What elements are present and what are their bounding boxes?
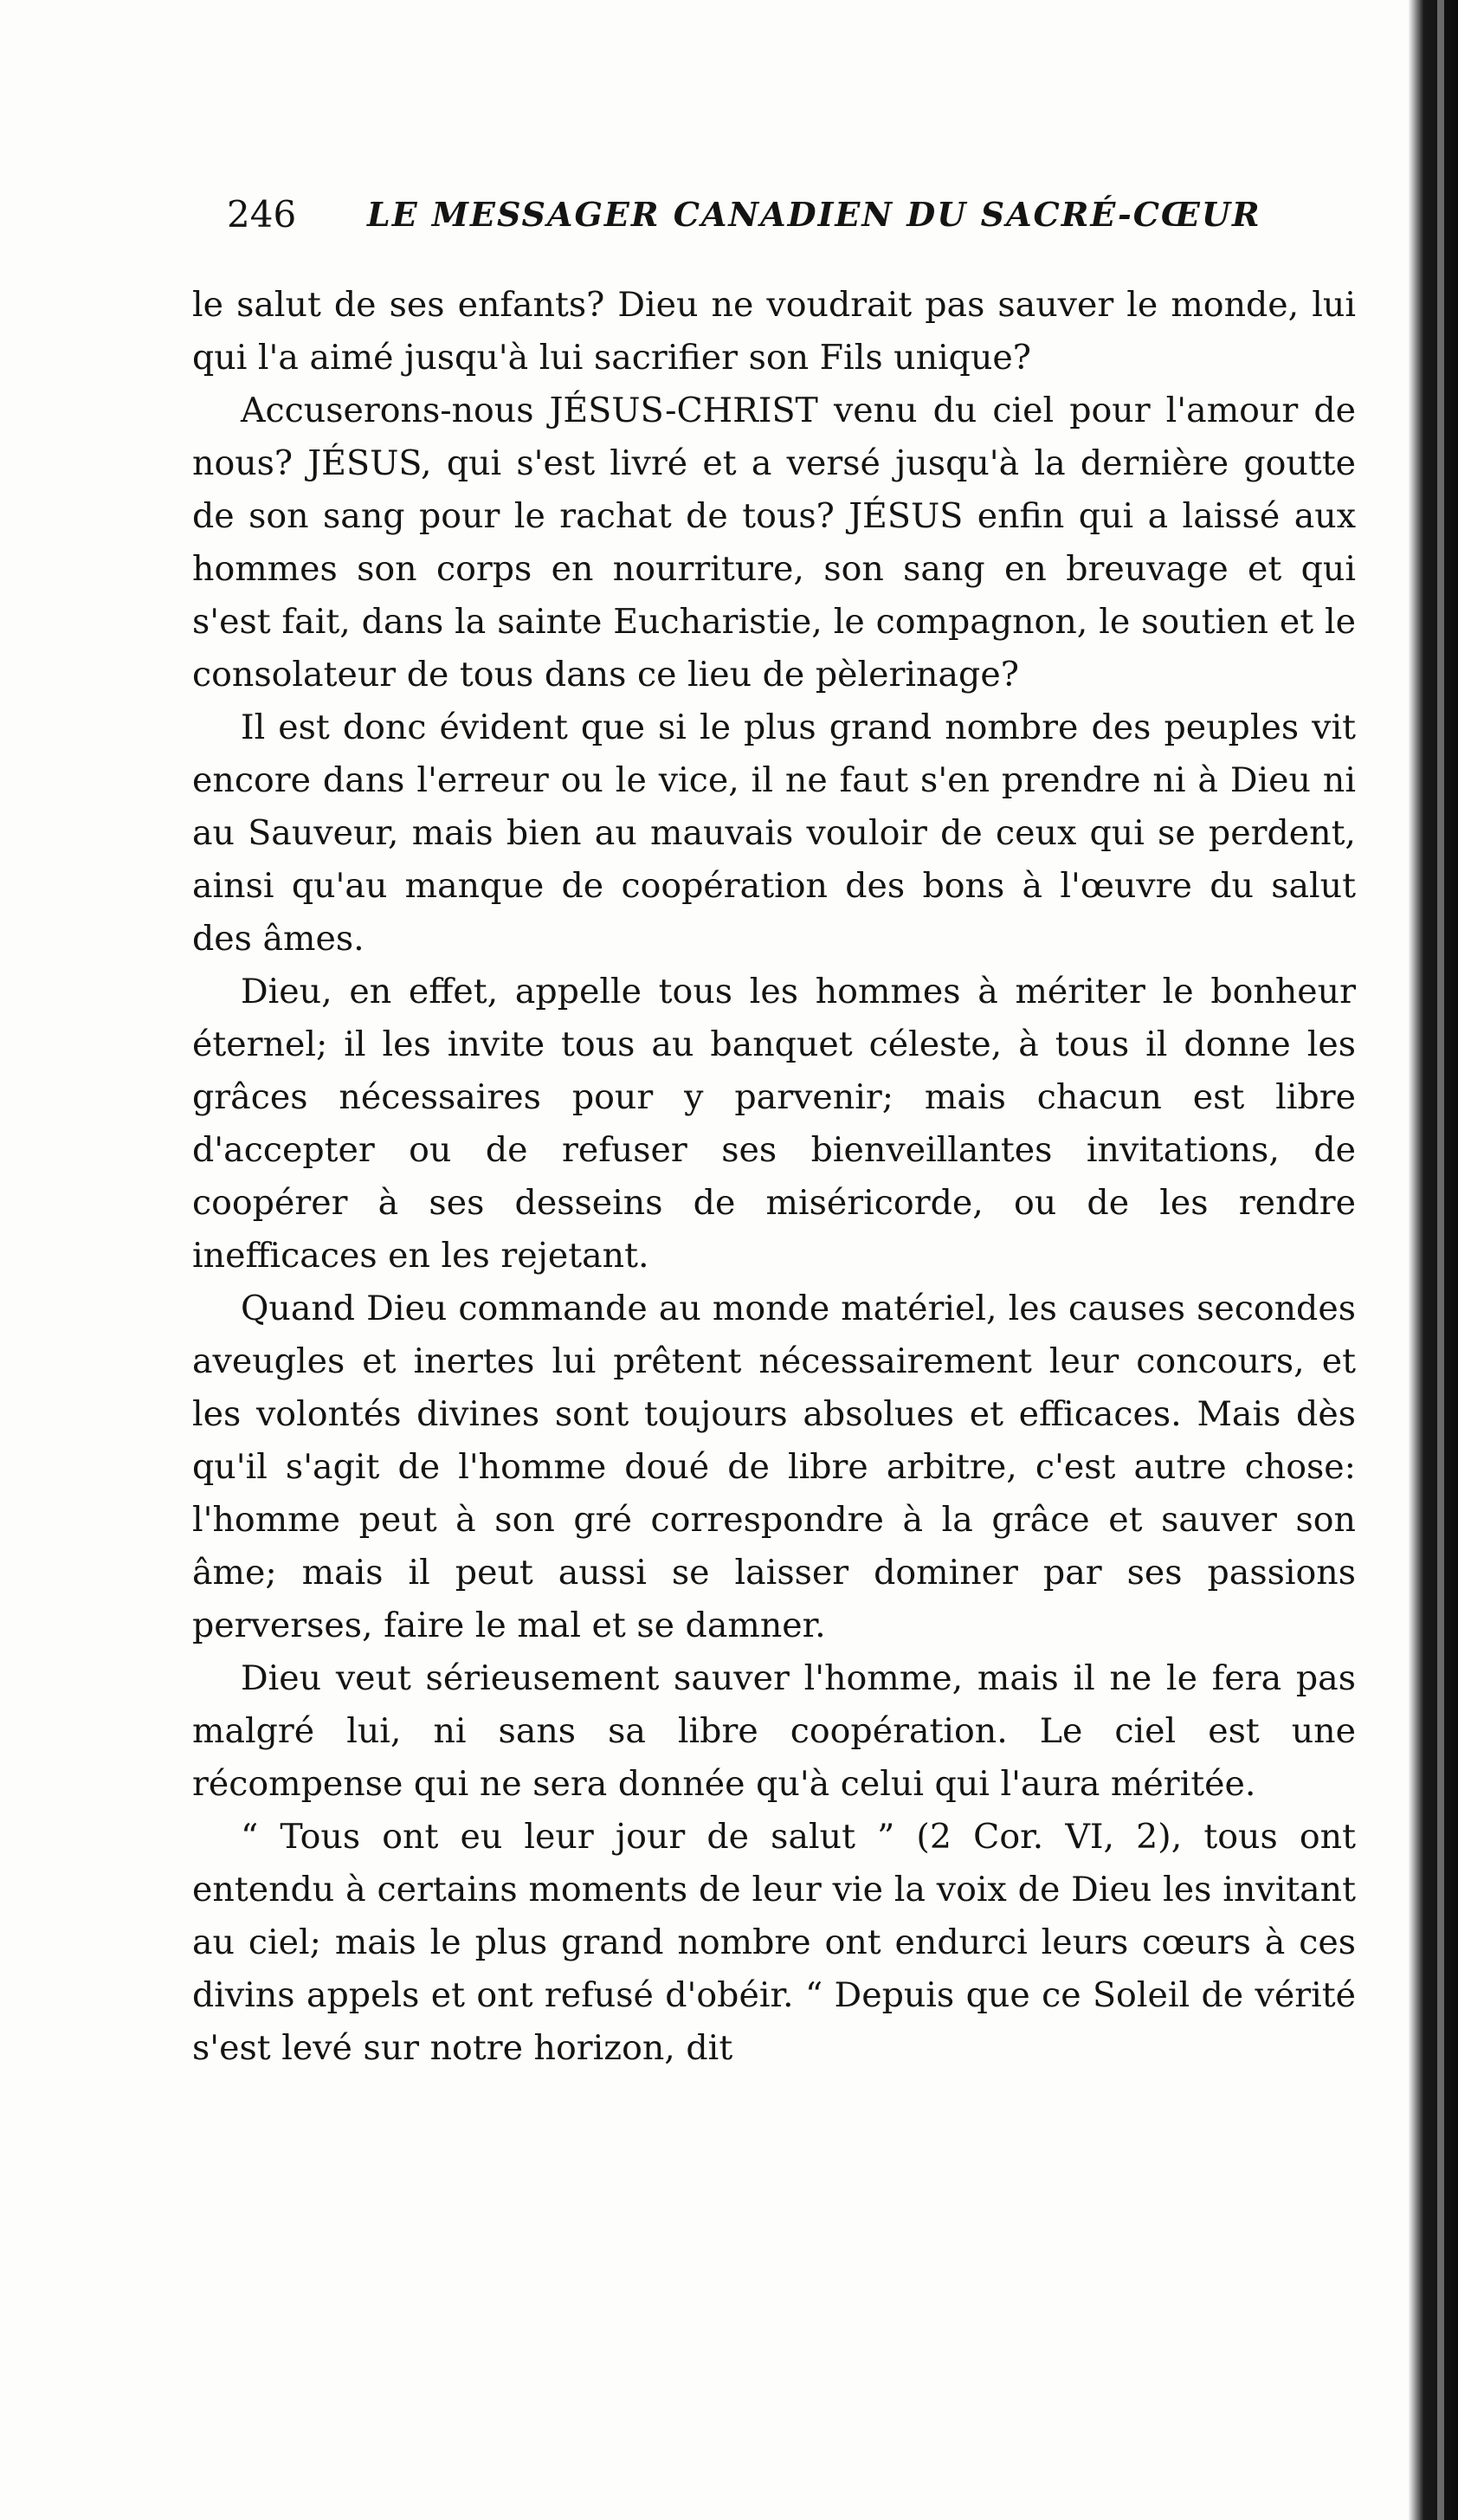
page-number: 246	[227, 193, 297, 236]
paragraph-6: Dieu veut sérieusement sauver l'homme, mais il ne le fera pas malgré lui, ni sans sa libre coopération. Le ciel est une récompense qui ne sera donnée qu'à celui qui l'aura méritée.	[192, 1658, 1356, 1804]
body-text	[192, 279, 1356, 2075]
paragraph-5: Quand Dieu commande au monde matériel, les causes secondes aveugles et inertes lui prêtent nécessairement leur concours, et les volontés divines sont toujours absolues et efficaces. Mais dès qu'il s'agit de l'homme doué de libre arbitre, c'est autre chose: l'homme peut à son gré correspondre à la grâce et sauver son âme; mais il peut aussi se laisser dominer par ses passions perverses, faire le mal et se damner.	[192, 1289, 1356, 1645]
paragraph-7: “ Tous ont eu leur jour de salut ” (2 Cor. VI, 2), tous ont entendu à certains moments de leur vie la voix de Dieu les invitant au ciel; mais le plus grand nombre ont endurci leurs cœurs à ces divins appels et ont refusé d'obéir. “ Depuis que ce Soleil de vérité s'est levé sur notre horizon, dit	[192, 1817, 1356, 2068]
paragraph-4: Dieu, en effet, appelle tous les hommes à mériter le bonheur éternel; il les invite tous au banquet céleste, à tous il donne les grâces nécessaires pour y parvenir; mais chacun est libre d'accepter ou de refuser ses bienveillantes invitations, de coopérer à ses desseins de miséricorde, ou de les rendre inefficaces en les rejetant.	[192, 972, 1356, 1276]
book-spine-edge	[1437, 0, 1444, 2520]
book-spine-shadow	[1396, 0, 1458, 2520]
paragraph-1: le salut de ses enfants? Dieu ne voudrait pas sauver le monde, lui qui l'a aimé jusqu'à lui sacrifier son Fils unique?	[192, 285, 1356, 378]
paragraph-3: Il est donc évident que si le plus grand nombre des peuples vit encore dans l'erreur ou le vice, il ne faut s'en prendre ni à Dieu ni au Sauveur, mais bien au mauvais vouloir de ceux qui se perdent, ainsi qu'au manque de coopération des bons à l'œuvre du salut des âmes.	[192, 708, 1356, 959]
paragraph-2: Accuserons-nous JÉSUS-CHRIST venu du ciel pour l'amour de nous? JÉSUS, qui s'est livré et a versé jusqu'à la dernière goutte de son sang pour le rachat de tous? JÉSUS enfin qui a laissé aux hommes son corps en nourriture, son sang en breuvage et qui s'est fait, dans la sainte Eucharistie, le compagnon, le soutien et le consolateur de tous dans ce lieu de pèlerinage?	[192, 391, 1356, 695]
running-title: LE MESSAGER CANADIEN DU SACRÉ-CŒUR	[367, 195, 1261, 234]
running-head	[227, 189, 1352, 241]
